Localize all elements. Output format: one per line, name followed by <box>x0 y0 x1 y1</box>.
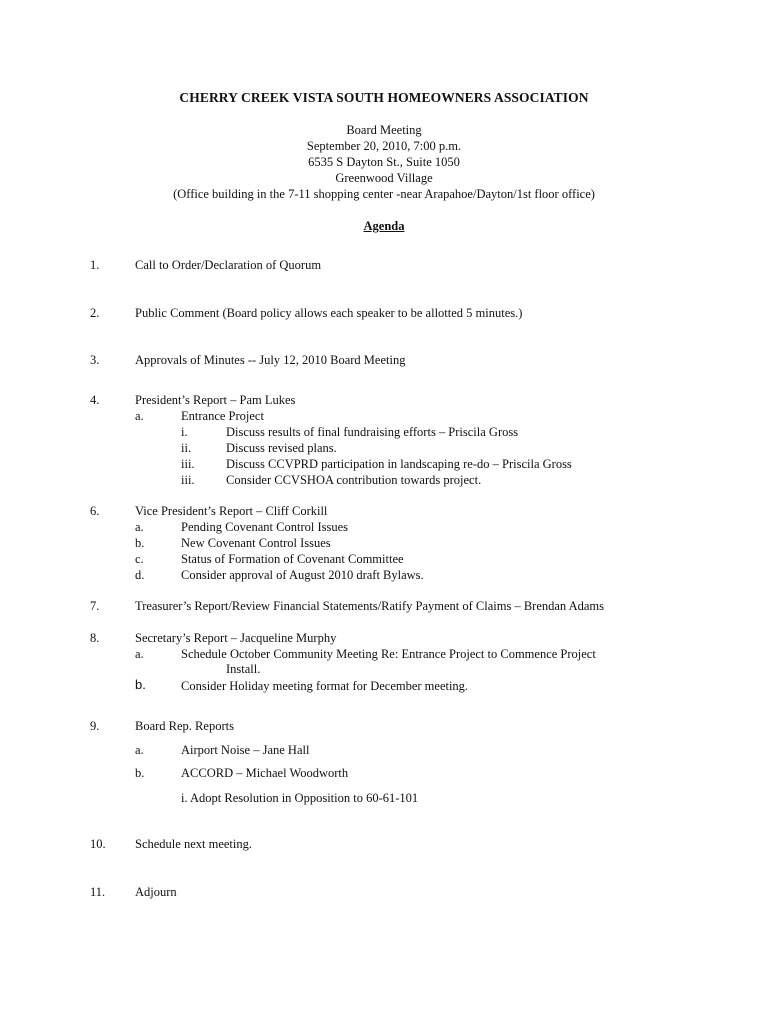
item-text: Vice President’s Report – Cliff Corkill <box>135 504 328 518</box>
subitem-text: Pending Covenant Control Issues <box>181 520 349 534</box>
item-number: 1. <box>90 258 100 272</box>
subitem-letter: a. <box>135 743 144 757</box>
item-text: Treasurer’s Report/Review Financial Statements/Ratify Payment of Claims – Brendan Adams <box>135 599 605 613</box>
subitem-text: ACCORD – Michael Woodworth <box>181 766 349 780</box>
item-number: 11. <box>90 885 106 899</box>
subsubitem-numeral: ii. <box>181 441 192 455</box>
subitem-letter: c. <box>135 552 144 566</box>
subsubitem-text: i. Adopt Resolution in Opposition to 60-61-101 <box>181 791 419 805</box>
item-text: Approvals of Minutes -- July 12, 2010 Board Meeting <box>135 353 406 367</box>
item-text: Call to Order/Declaration of Quorum <box>135 258 322 272</box>
item-text: President’s Report – Pam Lukes <box>135 393 296 407</box>
item-number: 4. <box>90 393 100 407</box>
subitem-text-continued: Install. <box>226 662 261 676</box>
subitem-text: Entrance Project <box>181 409 264 423</box>
subsubitem-text: Consider CCVSHOA contribution towards project. <box>226 473 482 487</box>
item-number: 9. <box>90 719 100 733</box>
subitem-letter: b. <box>135 677 146 692</box>
meeting-city: Greenwood Village <box>335 171 433 185</box>
subsubitem-numeral: i. <box>181 425 188 439</box>
subitem-text: New Covenant Control Issues <box>181 536 331 550</box>
meeting-address: 6535 S Dayton St., Suite 1050 <box>308 155 460 169</box>
subitem-letter: a. <box>135 647 144 661</box>
item-text: Board Rep. Reports <box>135 719 234 733</box>
meeting-directions: (Office building in the 7-11 shopping center -near Arapahoe/Dayton/1st floor office) <box>173 187 595 201</box>
meeting-datetime: September 20, 2010, 7:00 p.m. <box>306 139 462 153</box>
subitem-text: Status of Formation of Covenant Committee <box>181 552 404 566</box>
item-text: Secretary’s Report – Jacqueline Murphy <box>135 631 337 645</box>
subsubitem-text: Discuss results of final fundraising efforts – Priscila Gross <box>226 425 519 439</box>
item-text: Adjourn <box>135 885 177 899</box>
subitem-text: Consider approval of August 2010 draft Bylaws. <box>181 568 424 582</box>
subitem-letter: b. <box>135 766 145 780</box>
subsubitem-numeral: iii. <box>181 457 195 471</box>
subitem-text: Airport Noise – Jane Hall <box>181 743 310 757</box>
item-number: 3. <box>90 353 100 367</box>
item-number: 8. <box>90 631 100 645</box>
item-text: Public Comment (Board policy allows each speaker to be allotted 5 minutes.) <box>135 306 523 320</box>
subitem-letter: a. <box>135 409 144 423</box>
meeting-type: Board Meeting <box>346 123 422 137</box>
subsubitem-text: Discuss revised plans. <box>226 441 337 455</box>
subsubitem-numeral: iii. <box>181 473 195 487</box>
item-number: 6. <box>90 504 100 518</box>
subitem-letter: d. <box>135 568 145 582</box>
item-number: 2. <box>90 306 100 320</box>
item-text: Schedule next meeting. <box>135 837 252 851</box>
item-number: 10. <box>90 837 106 851</box>
subitem-letter: a. <box>135 520 144 534</box>
association-title: CHERRY CREEK VISTA SOUTH HOMEOWNERS ASSOCIATION <box>179 90 589 105</box>
subitem-letter: b. <box>135 536 145 550</box>
subitem-text: Consider Holiday meeting format for December meeting. <box>181 679 469 693</box>
agenda-heading: Agenda <box>363 219 405 233</box>
subsubitem-text: Discuss CCVPRD participation in landscaping re-do – Priscila Gross <box>226 457 572 471</box>
item-number: 7. <box>90 599 100 613</box>
subitem-text: Schedule October Community Meeting Re: Entrance Project to Commence Project <box>181 647 596 661</box>
